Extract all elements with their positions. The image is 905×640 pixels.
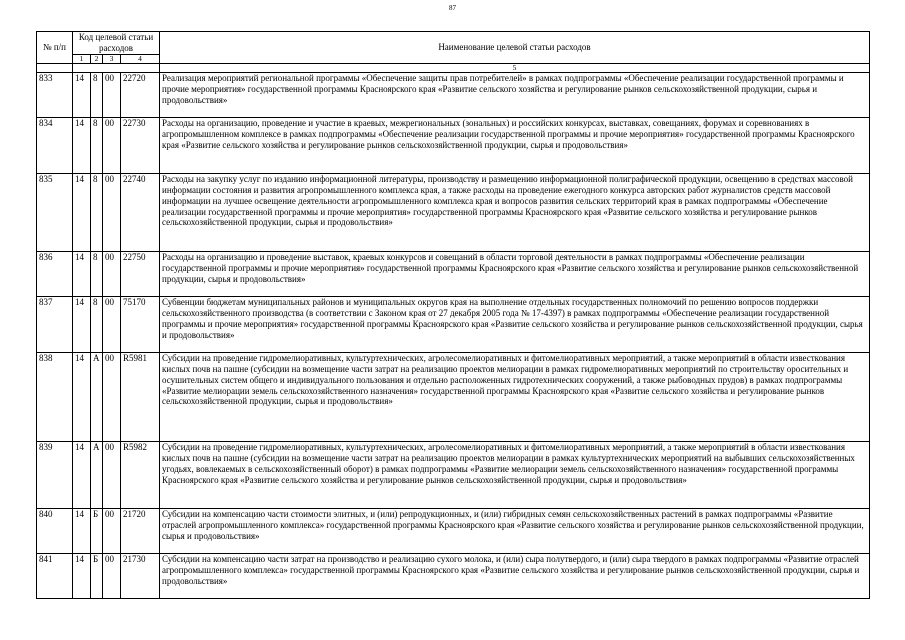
code-part-4: 75170 <box>121 296 160 352</box>
header-num: № п/п <box>37 32 73 64</box>
code-part-4: 21730 <box>121 553 160 598</box>
code-part-1: 14 <box>73 553 91 598</box>
expense-description: Субвенции бюджетам муниципальных районов и муниципальных округов края на выполнение отдельных государственных полномочий по решению вопросов поддержки сельскохозяйственного производства (в соответствии с Законом края от 27 декабря 2005 года № 17-4397) в рамках подпрограммы «Обеспечение реализации государственной программы и прочие мероприятия» государственной программы Красноярского края «Развитие сельского хозяйства и регулирование рынков сельскохозяйственной продукции, сырья и продовольствия» <box>160 296 870 352</box>
code-part-3: 00 <box>103 117 121 173</box>
code-part-4: 22740 <box>121 173 160 251</box>
code-part-4: 22750 <box>121 251 160 296</box>
table-row <box>37 117 870 173</box>
code-part-4: 22720 <box>121 72 160 117</box>
code-part-3: 00 <box>103 251 121 296</box>
table-row <box>37 72 870 117</box>
expense-description: Субсидии на компенсацию части затрат на производство и реализацию сухого молока, и (или) сыра полутвердого, и (или) сыра твердого в рамках подпрограммы «Развитие отраслей агропромышленного комплекса» государственной программы Красноярского края «Развитие сельского хозяйства и регулирование рынков сельскохозяйственной продукции, сырья и продовольствия» <box>160 553 870 598</box>
code-part-4: R5981 <box>121 352 160 441</box>
code-part-3: 00 <box>103 173 121 251</box>
expense-description: Реализация мероприятий региональной программы «Обеспечение защиты прав потребителей» в рамках подпрограммы «Обеспечение реализации государственной программы и прочие мероприятия» государственной программы Красноярского края «Развитие сельского хозяйства и регулирование рынков сельскохозяйственной продукции, сырья и продовольствия» <box>160 72 870 117</box>
header-name: Наименование целевой статьи расходов <box>160 32 870 64</box>
table-row <box>37 553 870 598</box>
header-index-2: 2 <box>91 54 103 63</box>
row-number: 833 <box>37 72 73 117</box>
code-part-3: 00 <box>103 441 121 508</box>
code-part-2: 8 <box>91 296 103 352</box>
code-part-3: 00 <box>103 508 121 553</box>
code-part-2: 8 <box>91 251 103 296</box>
code-part-3: 00 <box>103 553 121 598</box>
header-index-4: 4 <box>121 54 160 63</box>
code-part-2: Б <box>91 553 103 598</box>
expense-description: Субсидии на проведение гидромелиоративных, культуртехнических, агролесомелиоративных и фитомелиоративных мероприятий, а также мероприятий в области известкования кислых почв на пашне (субсидии на возмещение части затрат на реализацию проектов мелиорации в рамках гидромелиоративных мероприятий по строительству оросительных и осушительных систем общего и индивидуального пользования и отдельно расположенных гидротехнических сооружений, а также рыбоводных прудов) в рамках подпрограммы «Развитие мелиорации земель сельскохозяйственного назначения» государственной программы Красноярского края «Развитие сельского хозяйства и регулирование рынков сельскохозяйственной продукции, сырья и продовольствия» <box>160 352 870 441</box>
row-number: 835 <box>37 173 73 251</box>
expense-description: Расходы на закупку услуг по изданию информационной литературы, производству и размещению информационной полиграфической продукции, освещению в средствах массовой информации состояния и развития агропромышленного комплекса края, а также расходы на проведение ежегодного конкурса авторских работ журналистов средств массовой информации на лучшее освещение деятельности агропромышленного комплекса края и вопросов развития сельских территорий края в рамках подпрограммы «Обеспечение реализации государственной программы и прочие мероприятия» государственной программы Красноярского края «Развитие сельского хозяйства и регулирование рынков сельскохозяйственной продукции, сырья и продовольствия» <box>160 173 870 251</box>
code-part-3: 00 <box>103 296 121 352</box>
expense-description: Расходы на организацию, проведение и участие в краевых, межрегиональных (зональных) и российских конкурсах, выставках, совещаниях, форумах и соревнованиях в агропромышленном комплексе в рамках подпрограммы «Обеспечение реализации государственной программы и прочие мероприятия» государственной программы Красноярского края «Развитие сельского хозяйства и регулирование рынков сельскохозяйственной продукции, сырья и продовольствия» <box>160 117 870 173</box>
code-part-2: 8 <box>91 117 103 173</box>
code-part-1: 14 <box>73 508 91 553</box>
code-part-1: 14 <box>73 352 91 441</box>
table-row <box>37 251 870 296</box>
table-row <box>37 441 870 508</box>
budget-table <box>36 31 870 599</box>
row-number: 840 <box>37 508 73 553</box>
code-part-1: 14 <box>73 441 91 508</box>
code-part-1: 14 <box>73 72 91 117</box>
header-index-1: 1 <box>73 54 91 63</box>
row-number: 837 <box>37 296 73 352</box>
code-part-4: 21720 <box>121 508 160 553</box>
code-part-1: 14 <box>73 296 91 352</box>
code-part-1: 14 <box>73 173 91 251</box>
page-number: 87 <box>449 4 456 12</box>
code-part-2: 8 <box>91 72 103 117</box>
code-part-1: 14 <box>73 251 91 296</box>
header-code-group: Код целевой статьи расходов <box>73 32 160 55</box>
expense-description: Расходы на организацию и проведение выставок, краевых конкурсов и совещаний в области торговой деятельности в рамках подпрограммы «Обеспечение реализации государственной программы и прочие мероприятия» государственной программы Красноярского края «Развитие сельского хозяйства и регулирование рынков сельскохозяйственной продукции, сырья и продовольствия» <box>160 251 870 296</box>
row-number: 838 <box>37 352 73 441</box>
header-index-5: 5 <box>160 63 870 72</box>
code-part-2: 8 <box>91 173 103 251</box>
expense-description: Субсидии на проведение гидромелиоративных, культуртехнических, агролесомелиоративных и фитомелиоративных мероприятий, а также мероприятий в области известкования кислых почв на пашне (субсидии на возмещение части затрат на реализацию проектов мелиорации в рамках культуртехнических мероприятий на выбывших сельскохозяйственных угодьях, вовлекаемых в сельскохозяйственный оборот) в рамках подпрограммы «Развитие мелиорации земель сельскохозяйственного назначения» государственной программы Красноярского края «Развитие сельского хозяйства и регулирование рынков сельскохозяйственной продукции, сырья и продовольствия» <box>160 441 870 508</box>
table-row <box>37 352 870 441</box>
expense-description: Субсидии на компенсацию части стоимости элитных, и (или) репродукционных, и (или) гибридных семян сельскохозяйственных растений в рамках подпрограммы «Развитие отраслей агропромышленного комплекса» государственной программы Красноярского края «Развитие сельского хозяйства и регулирование рынков сельскохозяйственной продукции, сырья и продовольствия» <box>160 508 870 553</box>
code-part-2: Б <box>91 508 103 553</box>
row-number: 834 <box>37 117 73 173</box>
header-spacer <box>37 63 73 72</box>
code-part-3: 00 <box>103 72 121 117</box>
header-index-3: 3 <box>103 54 121 63</box>
code-part-1: 14 <box>73 117 91 173</box>
header-index-row-name <box>37 63 870 72</box>
row-number: 839 <box>37 441 73 508</box>
code-part-3: 00 <box>103 352 121 441</box>
code-part-4: 22730 <box>121 117 160 173</box>
code-part-2: А <box>91 441 103 508</box>
row-number: 841 <box>37 553 73 598</box>
header-row <box>37 32 870 55</box>
table-row <box>37 296 870 352</box>
header-spacer <box>73 63 160 72</box>
code-part-2: А <box>91 352 103 441</box>
table-row <box>37 508 870 553</box>
row-number: 836 <box>37 251 73 296</box>
code-part-4: R5982 <box>121 441 160 508</box>
table-row <box>37 173 870 251</box>
